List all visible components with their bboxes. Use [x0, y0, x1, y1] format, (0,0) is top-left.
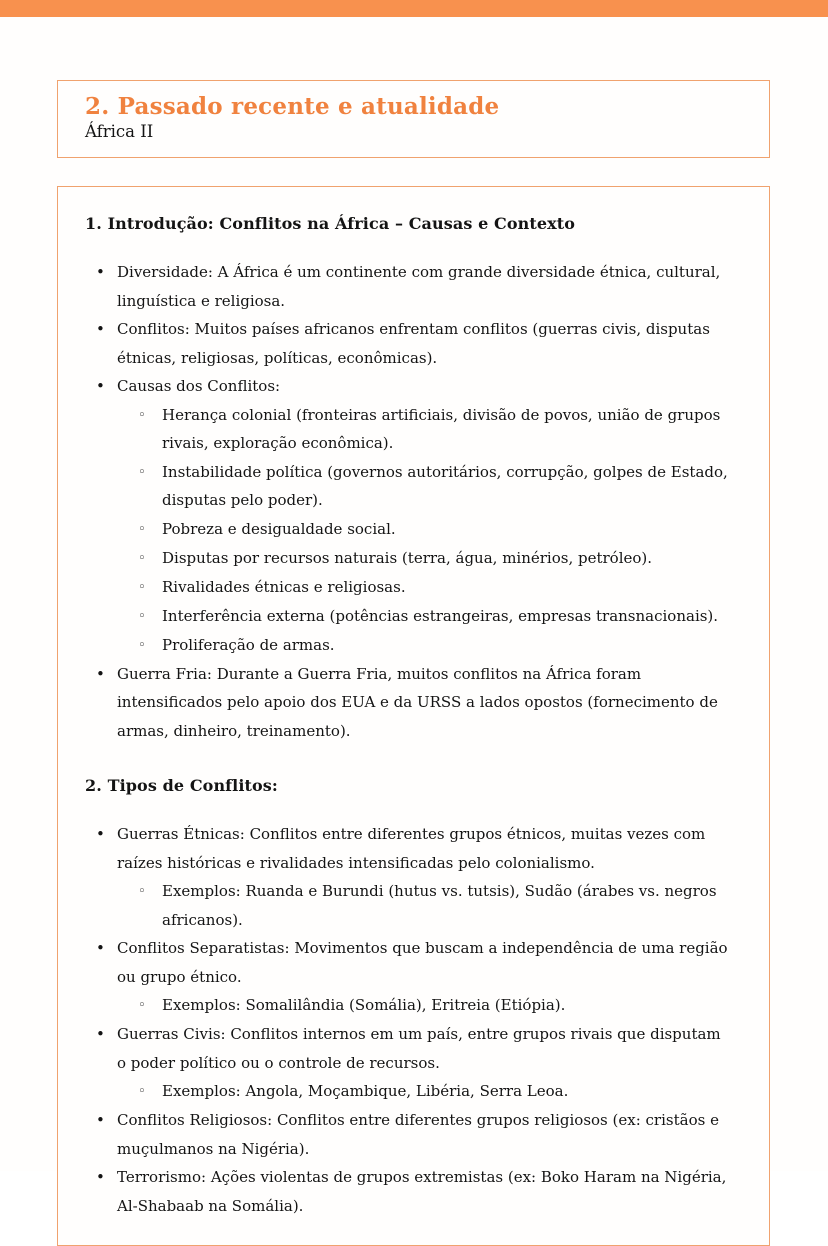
list-item — [85, 372, 731, 401]
circle-bullet-icon: ◦ — [138, 637, 146, 653]
list-item-text: Causas dos Conflitos: — [117, 377, 281, 395]
circle-bullet-icon: ◦ — [138, 998, 146, 1013]
list-item-text: Herança colonial (fronteiras artificiais, divisão de povos, união de grupos rivais, exploração econômica). — [162, 405, 721, 452]
list-item-text: Guerra Fria: Durante a Guerra Fria, muitos conflitos na África foram intensificados pelo apoio dos EUA e da URSS a lados opostos (fornecimento de armas, dinheiro, treinamento). — [117, 664, 718, 740]
section — [85, 776, 731, 1220]
disc-bullet-icon: • — [96, 377, 105, 395]
sub-list-item — [85, 631, 731, 660]
circle-bullet-icon: ◦ — [138, 1084, 146, 1099]
content-box — [57, 186, 770, 1246]
sub-list-item — [85, 1077, 731, 1106]
list-item — [85, 1163, 731, 1220]
disc-bullet-icon: • — [96, 1111, 105, 1129]
sub-list-item — [85, 877, 731, 934]
title-box — [57, 80, 770, 158]
list-item-text: Disputas por recursos naturais (terra, água, minérios, petróleo). — [162, 548, 653, 567]
circle-bullet-icon: ◦ — [138, 464, 146, 480]
disc-bullet-icon: • — [96, 263, 105, 281]
circle-bullet-icon: ◦ — [138, 608, 146, 624]
disc-bullet-icon: • — [96, 939, 105, 957]
content-sections — [85, 214, 731, 1220]
list-item-text: Exemplos: Somalilândia (Somália), Eritreia (Etiópia). — [162, 996, 566, 1014]
bullet-list — [85, 258, 731, 745]
page-subtitle: África II — [85, 122, 154, 142]
disc-bullet-icon: • — [96, 825, 105, 843]
list-item-text: Exemplos: Angola, Moçambique, Libéria, Serra Leoa. — [162, 1082, 569, 1100]
list-item-text: Conflitos Religiosos: Conflitos entre diferentes grupos religiosos (ex: cristãos e muçulmanos na Nigéria). — [117, 1111, 719, 1158]
list-item-text: Pobreza e desigualdade social. — [162, 519, 396, 538]
list-item — [85, 1106, 731, 1163]
list-item — [85, 1020, 731, 1077]
section-heading: 2. Tipos de Conflitos: — [85, 776, 278, 795]
circle-bullet-icon: ◦ — [138, 579, 146, 595]
top-accent-bar — [0, 0, 828, 17]
disc-bullet-icon: • — [96, 320, 105, 338]
sub-list-item — [85, 991, 731, 1020]
disc-bullet-icon: • — [96, 664, 105, 683]
page-title: 2. Passado recente e atualidade — [85, 93, 500, 120]
sub-list-item — [85, 401, 731, 458]
section — [85, 214, 731, 745]
disc-bullet-icon: • — [96, 1168, 105, 1186]
list-item — [85, 258, 731, 315]
sub-list-item — [85, 458, 731, 515]
list-item-text: Proliferação de armas. — [162, 635, 335, 654]
sub-list-item — [85, 515, 731, 544]
list-item-text: Terrorismo: Ações violentas de grupos extremistas (ex: Boko Haram na Nigéria, Al-Shabaab na Somália). — [117, 1168, 727, 1215]
list-item-text: Exemplos: Ruanda e Burundi (hutus vs. tutsis), Sudão (árabes vs. negros africanos). — [162, 882, 717, 929]
list-item — [85, 934, 731, 991]
list-item — [85, 660, 731, 746]
list-item-text: Guerras Civis: Conflitos internos em um país, entre grupos rivais que disputam o poder político ou o controle de recursos. — [117, 1025, 721, 1072]
list-item — [85, 820, 731, 877]
list-item-text: Guerras Étnicas: Conflitos entre diferentes grupos étnicos, muitas vezes com raízes históricas e rivalidades intensificadas pelo colonialismo. — [117, 825, 706, 872]
section-heading: 1. Introdução: Conflitos na África – Causas e Contexto — [85, 214, 576, 233]
sub-list-item — [85, 602, 731, 631]
sub-list-item — [85, 544, 731, 573]
circle-bullet-icon: ◦ — [138, 521, 146, 537]
circle-bullet-icon: ◦ — [138, 550, 146, 566]
list-item-text: Interferência externa (potências estrangeiras, empresas transnacionais). — [162, 606, 719, 625]
list-item-text: Conflitos: Muitos países africanos enfrentam conflitos (guerras civis, disputas étnicas, religiosas, políticas, econômicas). — [117, 320, 710, 367]
sub-list-item — [85, 573, 731, 602]
list-item-text: Rivalidades étnicas e religiosas. — [162, 577, 406, 596]
disc-bullet-icon: • — [96, 1025, 105, 1043]
list-item-text: Conflitos Separatistas: Movimentos que buscam a independência de uma região ou grupo étnico. — [117, 939, 728, 986]
list-item — [85, 315, 731, 372]
list-item-text: Diversidade: A África é um continente com grande diversidade étnica, cultural, linguística e religiosa. — [117, 263, 721, 310]
list-item-text: Instabilidade política (governos autoritários, corrupção, golpes de Estado, disputas pelo poder). — [162, 462, 728, 509]
bullet-list — [85, 820, 731, 1220]
circle-bullet-icon: ◦ — [138, 884, 146, 899]
circle-bullet-icon: ◦ — [138, 407, 146, 423]
